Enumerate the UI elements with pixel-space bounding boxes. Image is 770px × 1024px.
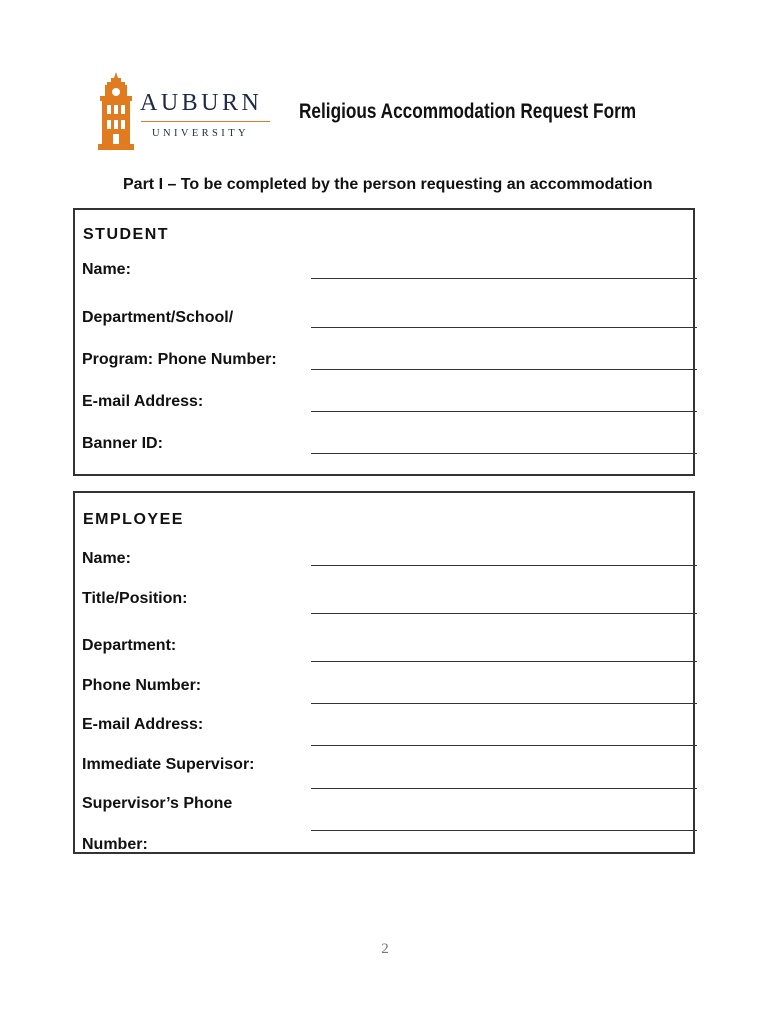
student-banner-id-label: Banner ID: (82, 435, 163, 452)
employee-phone-label: Phone Number: (82, 677, 202, 694)
employee-phone-field[interactable] (311, 703, 697, 704)
student-email-label: E-mail Address: (82, 393, 204, 410)
employee-supervisor-phone-field[interactable] (311, 830, 697, 831)
employee-name-label: Name: (82, 550, 131, 567)
form-title: Religious Accommodation Request Form (299, 100, 637, 123)
employee-email-field[interactable] (311, 745, 697, 746)
student-name-field[interactable] (311, 278, 697, 279)
employee-supervisor-label: Immediate Supervisor: (82, 756, 255, 773)
employee-section (73, 491, 695, 854)
employee-supervisor-phone-label-cont: Number: (82, 836, 148, 853)
logo-wordmark: AUBURN (140, 90, 263, 116)
employee-heading: EMPLOYEE (83, 511, 184, 528)
student-phone-field[interactable] (311, 369, 697, 370)
student-department-field[interactable] (311, 327, 697, 328)
student-department-label: Department/School/ (82, 309, 234, 326)
employee-email-label: E-mail Address: (82, 716, 204, 733)
page-number: 2 (381, 941, 389, 957)
student-email-field[interactable] (311, 411, 697, 412)
employee-name-field[interactable] (311, 565, 697, 566)
employee-title-field[interactable] (311, 613, 697, 614)
student-phone-label: Program: Phone Number: (82, 351, 277, 368)
employee-department-label: Department: (82, 637, 177, 654)
employee-supervisor-phone-label: Supervisor’s Phone (82, 795, 233, 812)
student-heading: STUDENT (83, 226, 170, 243)
student-banner-id-field[interactable] (311, 453, 697, 454)
student-section (73, 208, 695, 476)
employee-supervisor-field[interactable] (311, 788, 697, 789)
part-heading: Part I – To be completed by the person requesting an accommodation (123, 176, 653, 193)
samford-tower-icon (94, 72, 138, 150)
logo-divider (141, 121, 270, 122)
student-name-label: Name: (82, 261, 131, 278)
logo-subtext: UNIVERSITY (152, 128, 249, 139)
employee-title-label: Title/Position: (82, 590, 188, 607)
employee-department-field[interactable] (311, 661, 697, 662)
